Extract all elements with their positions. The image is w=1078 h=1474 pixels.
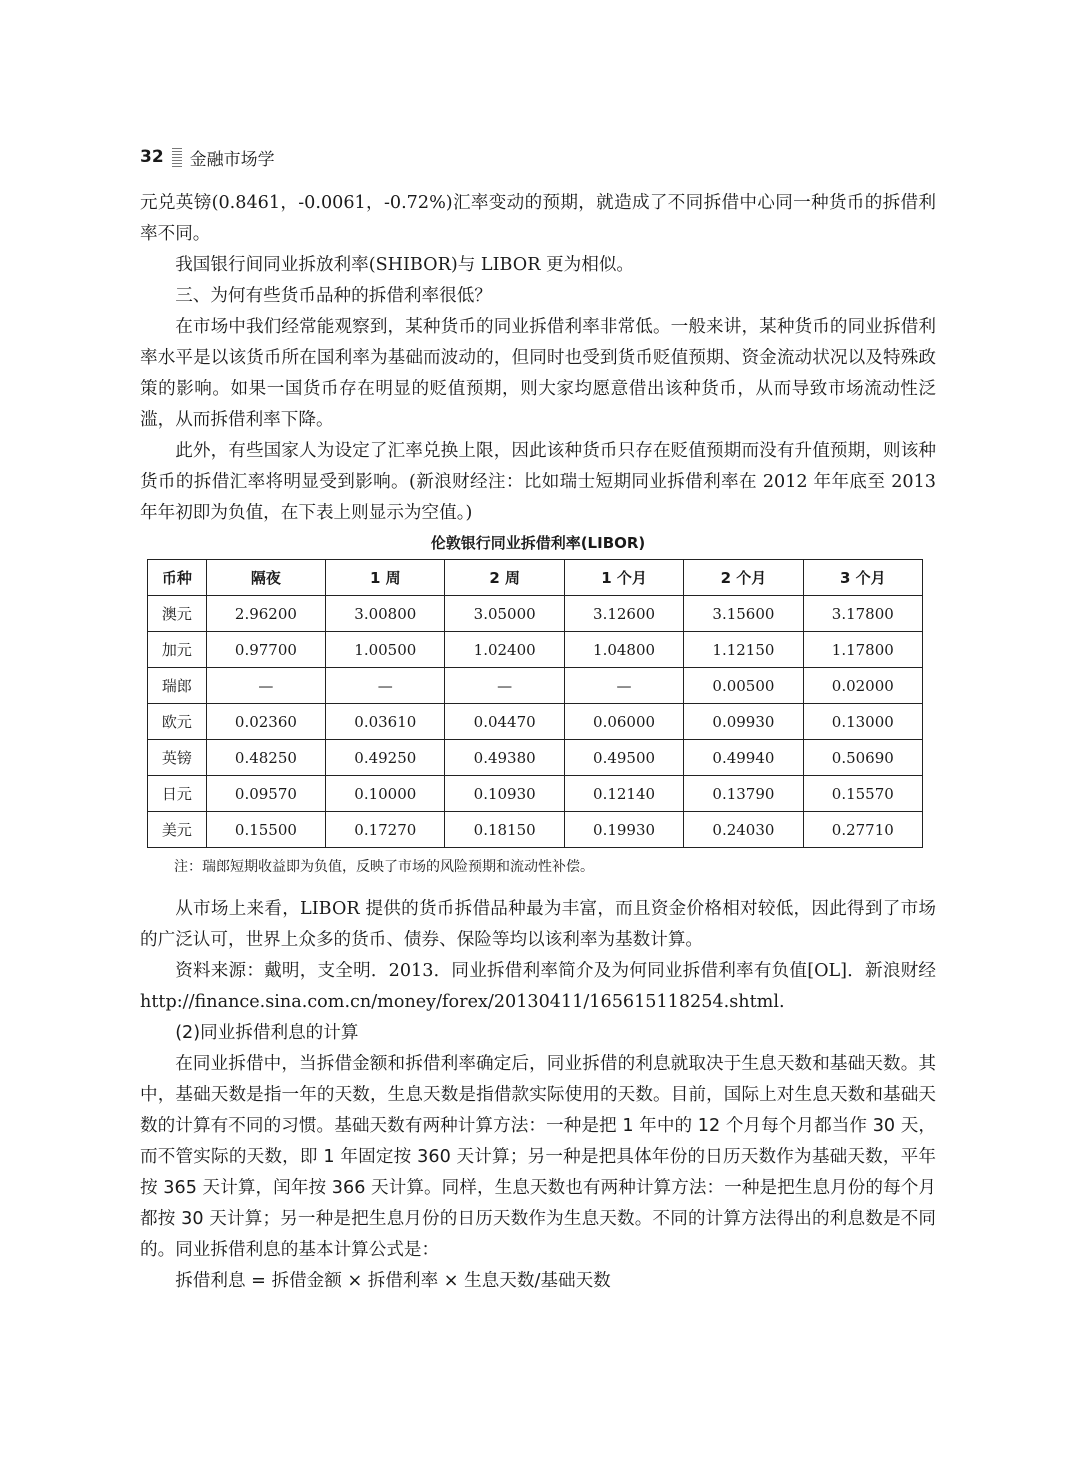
currency-cell: 瑞郎 [148,668,207,704]
rate-cell: 0.04470 [445,704,564,740]
rate-cell: 3.17800 [803,596,922,632]
rate-cell: 1.00500 [326,632,445,668]
table-row [148,740,923,776]
paragraph: 此外，有些国家人为设定了汇率兑换上限，因此该种货币只存在贬值预期而没有升值预期，则该种货币的拆借汇率将明显受到影响。(新浪财经注：比如瑞士短期同业拆借利率在 2012 年年底至 2013 年年初即为负值，在下表上则显示为空值。) [140,441,936,523]
rate-cell: 0.02360 [206,704,325,740]
currency-cell: 英镑 [148,740,207,776]
page [140,140,936,1297]
table-header-row [148,560,923,596]
header-divider-icon [172,147,182,167]
rate-cell: — [326,668,445,704]
rate-cell: 0.49940 [684,740,803,776]
column-header: 3 个月 [803,560,922,596]
paragraph: 在市场中我们经常能观察到，某种货币的同业拆借利率非常低。一般来讲，某种货币的同业拆借利率水平是以该货币所在国利率为基础而波动的，但同时也受到货币贬值预期、资金流动状况以及特殊政策的影响。如果一国货币存在明显的贬值预期，则大家均愿意借出该种货币，从而导致市场流动性泛滥，从而拆借利率下降。 [140,317,936,430]
rate-cell: 0.49380 [445,740,564,776]
rate-cell: 0.15500 [206,812,325,848]
page-number: 32 [140,147,164,167]
rate-cell: 1.02400 [445,632,564,668]
rate-cell: 3.15600 [684,596,803,632]
rate-cell: 0.09930 [684,704,803,740]
libor-table [147,559,923,848]
rate-cell: 0.15570 [803,776,922,812]
rate-cell: 0.12140 [564,776,683,812]
paragraph: 我国银行间同业拆放利率(SHIBOR)与 LIBOR 更为相似。 [175,255,635,275]
column-header: 1 周 [326,560,445,596]
paragraph: 元兑英镑(0.8461，-0.0061，-0.72%)汇率变动的预期，就造成了不同拆借中心同一种货币的拆借利率不同。 [140,193,936,244]
rate-cell: 0.17270 [326,812,445,848]
rate-cell: 0.18150 [445,812,564,848]
rate-cell: 1.17800 [803,632,922,668]
rate-cell: — [206,668,325,704]
rate-cell: 3.05000 [445,596,564,632]
paragraph: (2)同业拆借利息的计算 [175,1023,359,1043]
body-text-bottom [140,1018,936,1297]
rate-cell: 0.24030 [684,812,803,848]
table-caption: 伦敦银行同业拆借利率(LIBOR) [430,534,646,552]
column-header: 2 周 [445,560,564,596]
page-header [140,140,936,174]
table-row [148,812,923,848]
table-row [148,668,923,704]
table-row [148,776,923,812]
rate-cell: — [445,668,564,704]
rate-cell: 0.97700 [206,632,325,668]
table-row [148,632,923,668]
column-header: 1 个月 [564,560,683,596]
currency-cell: 欧元 [148,704,207,740]
body-text-top [140,188,936,529]
rate-cell: 0.03610 [326,704,445,740]
rate-cell: 0.06000 [564,704,683,740]
rate-cell: 0.27710 [803,812,922,848]
paragraph: 拆借利息 = 拆借金额 × 拆借利率 × 生息天数/基础天数 [175,1271,611,1291]
rate-cell: 0.13790 [684,776,803,812]
body-text-middle [140,894,936,1018]
rate-cell: 0.09570 [206,776,325,812]
rate-cell: 3.12600 [564,596,683,632]
rate-cell: 0.10930 [445,776,564,812]
table-body [148,596,923,848]
table-note: 注：瑞郎短期收益即为负值，反映了市场的风险预期和流动性补偿。 [174,859,594,875]
rate-cell: 0.10000 [326,776,445,812]
rate-cell: 0.13000 [803,704,922,740]
rate-cell: 0.02000 [803,668,922,704]
currency-cell: 日元 [148,776,207,812]
currency-cell: 加元 [148,632,207,668]
rate-cell: 2.96200 [206,596,325,632]
table-row [148,704,923,740]
rate-cell: 3.00800 [326,596,445,632]
rate-cell: 0.49500 [564,740,683,776]
currency-cell: 澳元 [148,596,207,632]
rate-cell: — [564,668,683,704]
column-header: 2 个月 [684,560,803,596]
table-row [148,596,923,632]
rate-cell: 0.49250 [326,740,445,776]
rate-cell: 0.19930 [564,812,683,848]
book-title: 金融市场学 [189,149,275,170]
rate-cell: 0.50690 [803,740,922,776]
rate-cell: 1.04800 [564,632,683,668]
column-header: 币种 [148,560,207,596]
rate-cell: 0.00500 [684,668,803,704]
column-header: 隔夜 [206,560,325,596]
rate-cell: 0.48250 [206,740,325,776]
currency-cell: 美元 [148,812,207,848]
rate-cell: 1.12150 [684,632,803,668]
paragraph: 从市场上来看，LIBOR 提供的货币拆借品种最为丰富，而且资金价格相对较低，因此得到了市场的广泛认可，世界上众多的货币、债券、保险等均以该利率为基数计算。 [140,899,936,950]
paragraph: 资料来源：戴明，支全明．2013．同业拆借利率简介及为何同业拆借利率有负值[OL]．新浪财经 http://finance.sina.com.cn/money/forex/20130411/165615118254.shtml. [140,961,936,1012]
paragraph: 三、为何有些货币品种的拆借利率很低？ [175,286,492,306]
paragraph: 在同业拆借中，当拆借金额和拆借利率确定后，同业拆借的利息就取决于生息天数和基础天数。其中，基础天数是指一年的天数，生息天数是指借款实际使用的天数。目前，国际上对生息天数和基础天数的计算有不同的习惯。基础天数有两种计算方法：一种是把 1 年中的 12 个月每个月都当作 30 天，而不管实际的天数，即 1 年固定按 360 天计算；另一种是把具体年份的日历天数作为基础天数，平年按 365 天计算，闰年按 366 天计算。同样，生息天数也有两种计算方法：一种是把生息月份的每个月都按 30 天计算；另一种是把生息月份的日历天数作为生息天数。不同的计算方法得出的利息数是不同的。同业拆借利息的基本计算公式是： [140,1054,936,1260]
